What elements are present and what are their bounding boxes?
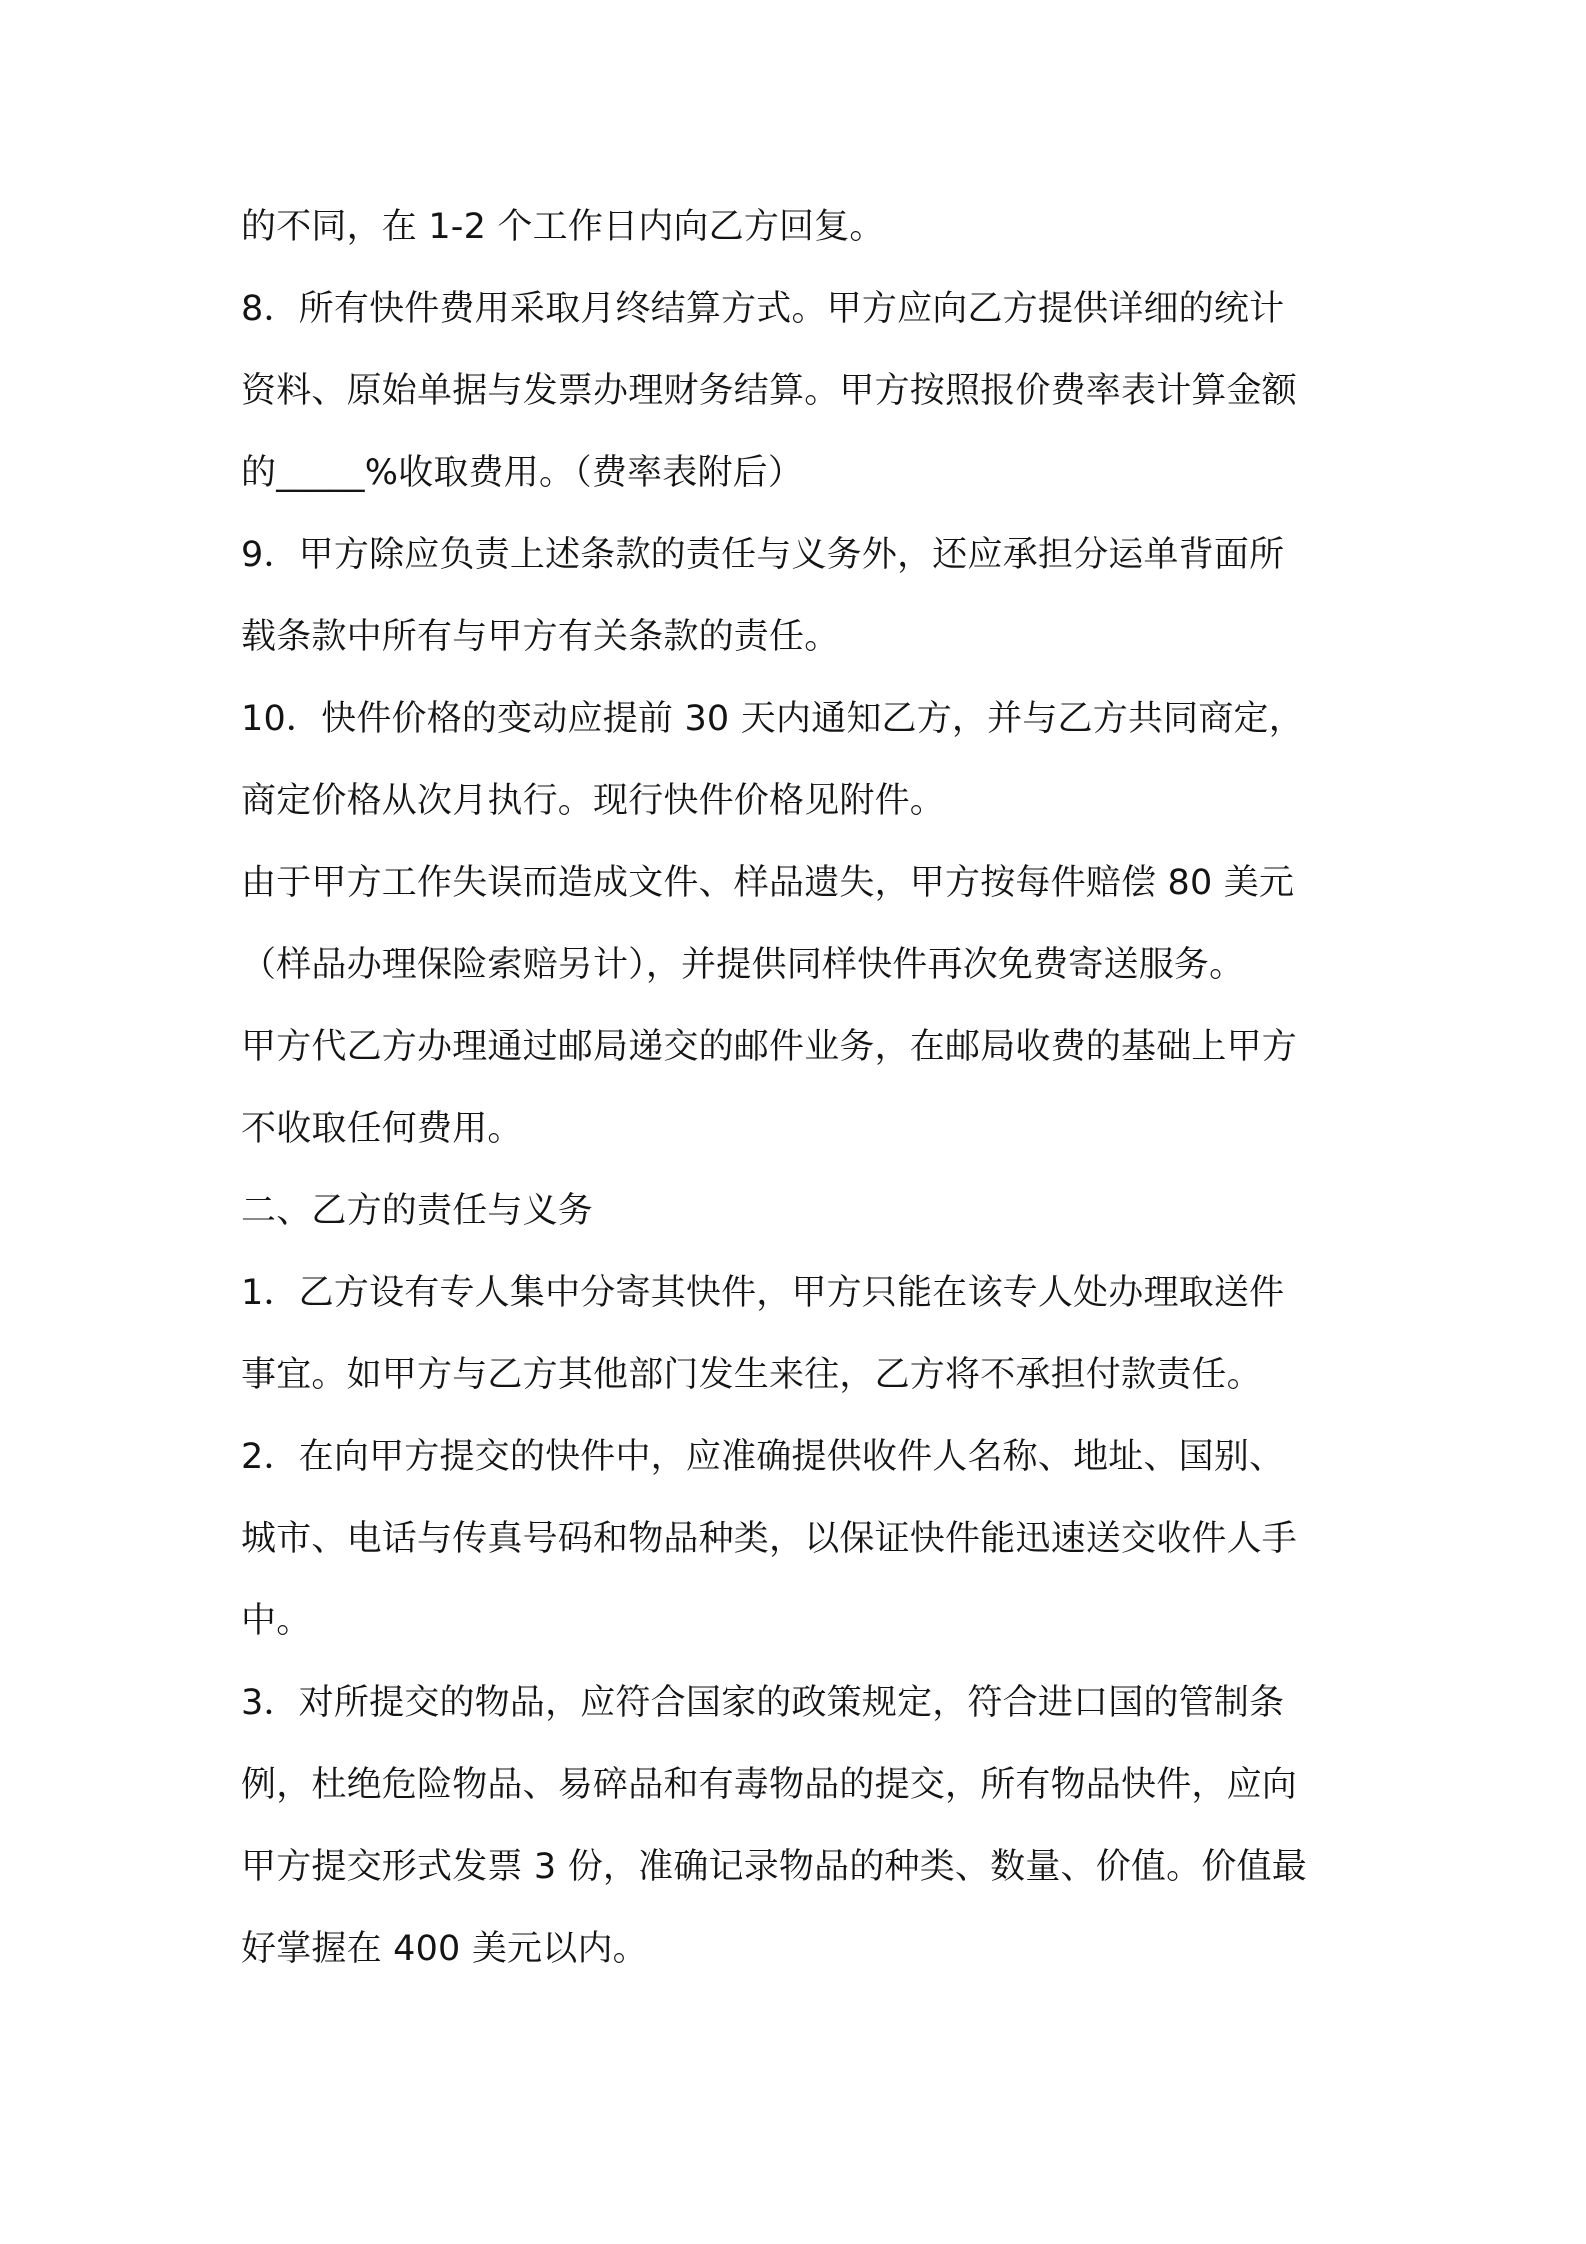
text-line-1: 的不同，在 1-2 个工作日内向乙方回复。 <box>241 207 885 247</box>
text-line-15: 事宜。如甲方与乙方其他部门发生来往，乙方将不承担付款责任。 <box>241 1355 1262 1395</box>
text-line-4: 的_____%收取费用。（费率表附后） <box>241 453 804 493</box>
text-line-2: 8．所有快件费用采取月终结算方式。甲方应向乙方提供详细的统计 <box>241 289 1285 329</box>
text-line-9: 由于甲方工作失误而造成文件、样品遗失，甲方按每件赔偿 80 美元 <box>241 863 1295 903</box>
text-line-8: 商定价格从次月执行。现行快件价格见附件。 <box>241 781 946 821</box>
section-heading: 二、乙方的责任与义务 <box>241 1191 594 1231</box>
text-line-14: 1．乙方设有专人集中分寄其快件，甲方只能在该专人处办理取送件 <box>241 1273 1285 1313</box>
text-line-22: 好掌握在 400 美元以内。 <box>241 1929 648 1969</box>
text-line-10: （样品办理保险索赔另计），并提供同样快件再次免费寄送服务。 <box>241 945 1245 985</box>
text-line-5: 9．甲方除应负责上述条款的责任与义务外，还应承担分运单背面所 <box>241 535 1285 575</box>
text-line-3: 资料、原始单据与发票办理财务结算。甲方按照报价费率表计算金额 <box>241 371 1298 411</box>
text-line-20: 例，杜绝危险物品、易碎品和有毒物品的提交，所有物品快件，应向 <box>241 1765 1298 1805</box>
text-line-6: 载条款中所有与甲方有关条款的责任。 <box>241 617 840 657</box>
text-line-12: 不收取任何费用。 <box>241 1109 523 1149</box>
text-line-17: 城市、电话与传真号码和物品种类，以保证快件能迅速送交收件人手 <box>241 1519 1298 1559</box>
text-line-19: 3．对所提交的物品，应符合国家的政策规定，符合进口国的管制条 <box>241 1683 1285 1723</box>
text-line-7: 10．快件价格的变动应提前 30 天内通知乙方，并与乙方共同商定， <box>241 699 1304 739</box>
text-line-16: 2．在向甲方提交的快件中，应准确提供收件人名称、地址、国别、 <box>241 1437 1285 1477</box>
text-line-21: 甲方提交形式发票 3 份，准确记录物品的种类、数量、价值。价值最 <box>241 1847 1307 1887</box>
text-line-11: 甲方代乙方办理通过邮局递交的邮件业务，在邮局收费的基础上甲方 <box>241 1027 1298 1067</box>
text-line-18: 中。 <box>241 1601 312 1641</box>
document-page <box>241 197 1361 2001</box>
